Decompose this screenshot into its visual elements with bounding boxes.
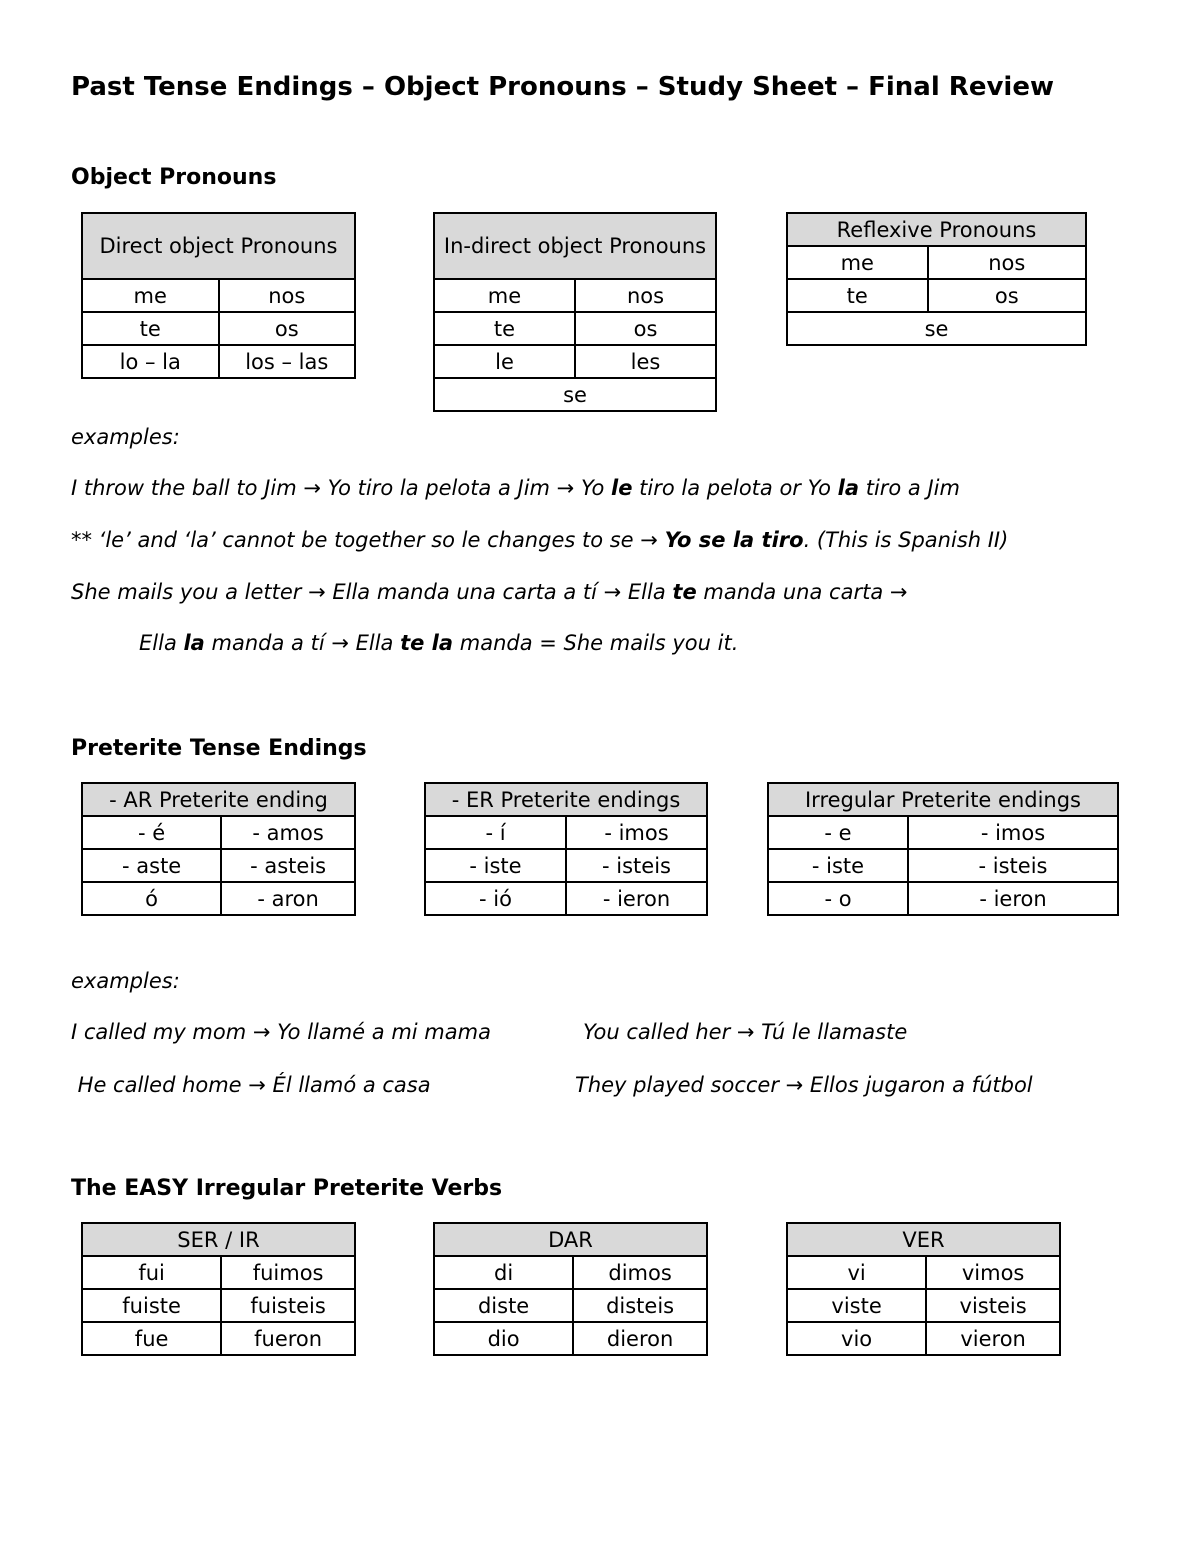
example-text: manda a tí → Ella xyxy=(204,631,401,655)
table-cell: nos xyxy=(928,246,1086,279)
table-footer-cell: se xyxy=(434,378,716,411)
table-cell: - imos xyxy=(566,816,707,849)
table-header: SER / IR xyxy=(82,1223,355,1256)
table-cell: me xyxy=(787,246,928,279)
example-line-1 xyxy=(71,476,960,500)
table-cell: os xyxy=(928,279,1086,312)
indirect-object-table xyxy=(433,212,717,412)
example-line: They played soccer → Ellos jugaron a fútbol xyxy=(575,1073,1033,1097)
er-preterite-table xyxy=(424,782,708,916)
table-cell: te xyxy=(787,279,928,312)
table-cell: - o xyxy=(768,882,908,915)
example-bold: le xyxy=(611,476,633,500)
table-header: - AR Preterite ending xyxy=(82,783,355,816)
dar-table xyxy=(433,1222,708,1356)
reflexive-pronouns-table xyxy=(786,212,1087,346)
direct-object-table xyxy=(81,212,356,379)
table-cell: nos xyxy=(219,279,356,312)
table-cell: viste xyxy=(787,1289,926,1322)
table-cell: fueron xyxy=(221,1322,355,1355)
table-cell: fui xyxy=(82,1256,221,1289)
table-header: Reflexive Pronouns xyxy=(787,213,1086,246)
example-line: You called her → Tú le llamaste xyxy=(583,1020,908,1044)
table-cell: - ió xyxy=(425,882,566,915)
table-cell: dio xyxy=(434,1322,573,1355)
table-cell: di xyxy=(434,1256,573,1289)
example-text: . (This is Spanish II) xyxy=(803,528,1009,552)
table-header: In-direct object Pronouns xyxy=(434,213,716,279)
example-text: tiro a Jim xyxy=(859,476,960,500)
table-cell: disteis xyxy=(573,1289,707,1322)
table-cell: fuimos xyxy=(221,1256,355,1289)
table-cell: fue xyxy=(82,1322,221,1355)
table-cell: nos xyxy=(575,279,716,312)
table-cell: os xyxy=(575,312,716,345)
table-header: Direct object Pronouns xyxy=(82,213,355,279)
ser-ir-table xyxy=(81,1222,356,1356)
table-cell: dimos xyxy=(573,1256,707,1289)
table-cell: ó xyxy=(82,882,221,915)
table-header: VER xyxy=(787,1223,1060,1256)
table-cell: - é xyxy=(82,816,221,849)
table-cell: vi xyxy=(787,1256,926,1289)
table-cell: diste xyxy=(434,1289,573,1322)
table-cell: visteis xyxy=(926,1289,1060,1322)
table-cell: - ieron xyxy=(908,882,1118,915)
table-cell: te xyxy=(82,312,219,345)
table-footer-cell: se xyxy=(787,312,1086,345)
example-line-4 xyxy=(139,631,738,655)
table-cell: - iste xyxy=(425,849,566,882)
table-cell: - isteis xyxy=(908,849,1118,882)
table-cell: - aste xyxy=(82,849,221,882)
section-heading-preterite: Preterite Tense Endings xyxy=(71,736,367,761)
table-cell: les xyxy=(575,345,716,378)
table-cell: me xyxy=(434,279,575,312)
example-line-3 xyxy=(71,580,907,604)
table-cell: lo – la xyxy=(82,345,219,378)
example-text: tiro la pelota or Yo xyxy=(632,476,838,500)
table-cell: vieron xyxy=(926,1322,1060,1355)
table-cell: os xyxy=(219,312,356,345)
table-cell: me xyxy=(82,279,219,312)
table-cell: - ieron xyxy=(566,882,707,915)
example-text: She mails you a letter → Ella manda una carta a tí → Ella xyxy=(71,580,673,604)
example-text: I throw the ball to Jim → Yo tiro la pelota a Jim → Yo xyxy=(71,476,611,500)
example-bold: la xyxy=(183,631,205,655)
examples-label: examples: xyxy=(71,425,180,449)
table-cell: vio xyxy=(787,1322,926,1355)
table-header: Irregular Preterite endings xyxy=(768,783,1118,816)
example-bold: te la xyxy=(400,631,454,655)
table-cell: los – las xyxy=(219,345,356,378)
section-heading-object-pronouns: Object Pronouns xyxy=(71,165,277,190)
example-text: manda una carta → xyxy=(696,580,908,604)
page-title: Past Tense Endings – Object Pronouns – Study Sheet – Final Review xyxy=(71,72,1054,102)
example-line: He called home → Él llamó a casa xyxy=(71,1073,431,1097)
table-cell: fuisteis xyxy=(221,1289,355,1322)
section-heading-easy-irregular: The EASY Irregular Preterite Verbs xyxy=(71,1176,503,1201)
table-cell: fuiste xyxy=(82,1289,221,1322)
table-cell: - í xyxy=(425,816,566,849)
example-line: I called my mom → Yo llamé a mi mama xyxy=(71,1020,491,1044)
table-header: - ER Preterite endings xyxy=(425,783,707,816)
table-cell: dieron xyxy=(573,1322,707,1355)
table-cell: vimos xyxy=(926,1256,1060,1289)
example-line-2 xyxy=(71,528,1008,552)
table-cell: - imos xyxy=(908,816,1118,849)
example-text: ** ‘le’ and ‘la’ cannot be together so le changes to se → xyxy=(71,528,665,552)
example-text: Ella xyxy=(139,631,184,655)
table-cell: - aron xyxy=(221,882,355,915)
table-cell: - e xyxy=(768,816,908,849)
table-cell: - iste xyxy=(768,849,908,882)
ver-table xyxy=(786,1222,1061,1356)
example-bold: te xyxy=(672,580,697,604)
table-header: DAR xyxy=(434,1223,707,1256)
table-cell: te xyxy=(434,312,575,345)
table-cell: le xyxy=(434,345,575,378)
ar-preterite-table xyxy=(81,782,356,916)
table-cell: - isteis xyxy=(566,849,707,882)
example-bold: Yo se la tiro xyxy=(664,528,804,552)
irregular-preterite-table xyxy=(767,782,1119,916)
table-cell: - asteis xyxy=(221,849,355,882)
table-cell: - amos xyxy=(221,816,355,849)
example-bold: la xyxy=(837,476,860,500)
example-text: manda = She mails you it. xyxy=(453,631,739,655)
examples-label: examples: xyxy=(71,969,180,993)
